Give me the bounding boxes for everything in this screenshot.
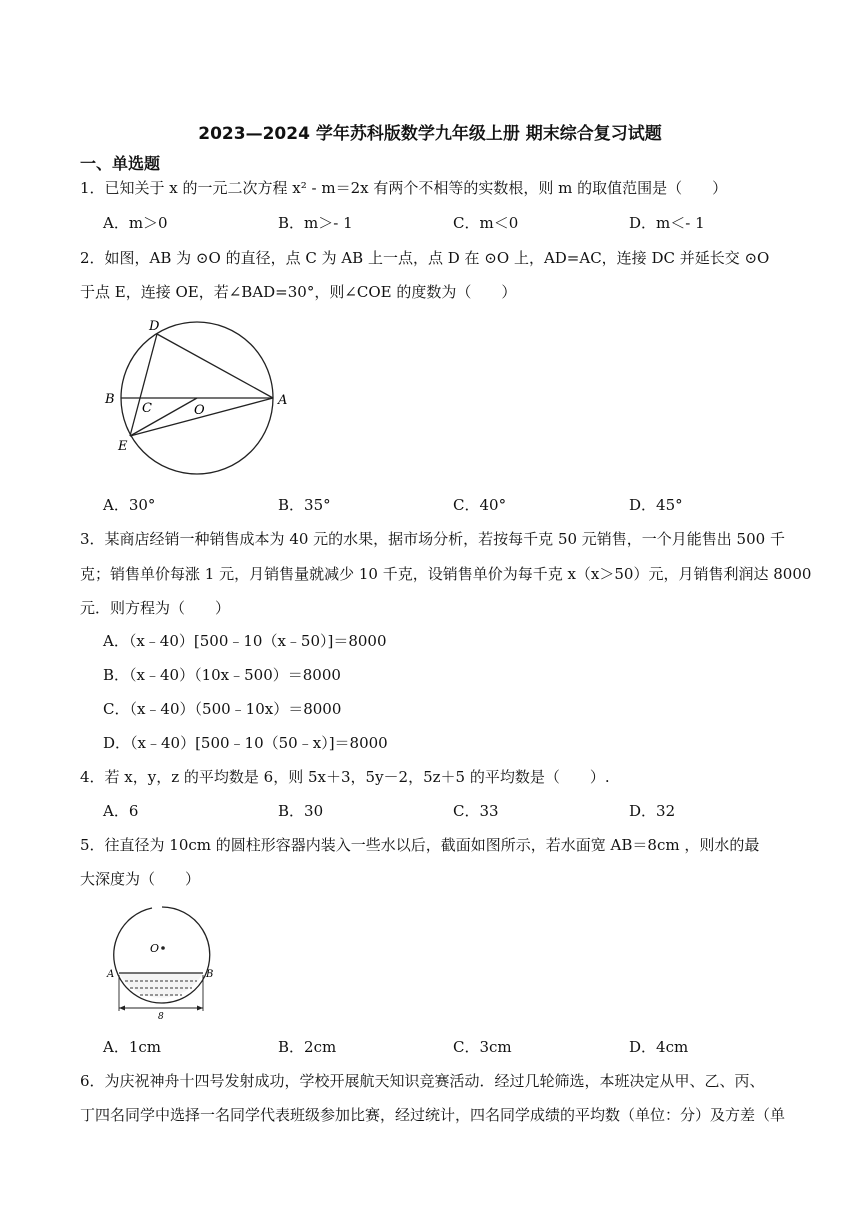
question-3-line-2: 克；销售单价每涨 1 元，月销售量就减少 10 千克，设销售单价为每千克 x（x＞50）元，月销售利润达 8000 [80,565,812,583]
q2-circle-figure [100,312,300,477]
q2-option-d[interactable]: D．45° [629,496,683,514]
question-2-line-2: 于点 E，连接 OE，若∠BAD=30°，则∠COE 的度数为（ ） [80,283,517,301]
question-6-line-2: 丁四名同学中选择一名同学代表班级参加比赛，经过统计，四名同学成绩的平均数（单位：分）及方差（单 [80,1106,786,1124]
q5-option-b[interactable]: B．2cm [278,1038,337,1056]
question-3-line-3: 元．则方程为（ ） [80,599,231,617]
label-a: A [107,969,115,980]
q5-option-c[interactable]: C．3cm [453,1038,512,1056]
question-6-line-1: 6．为庆祝神舟十四号发射成功，学校开展航天知识竞赛活动．经过几轮筛选，本班决定从甲、乙、丙、 [80,1072,765,1090]
q5-option-a[interactable]: A．1cm [103,1038,162,1056]
q4-option-a[interactable]: A．6 [103,802,139,820]
q2-option-b[interactable]: B．35° [278,496,331,514]
label-b: B [206,969,214,980]
question-5-line-1: 5．往直径为 10cm 的圆柱形容器内装入一些水以后，截面如图所示，若水面宽 AB＝8cm ，则水的最 [80,836,760,854]
q1-option-b[interactable]: B．m＞‐ 1 [278,214,353,232]
q5-option-d[interactable]: D．4cm [629,1038,689,1056]
q2-option-c[interactable]: C．40° [453,496,507,514]
segment-ad [157,334,273,398]
question-3-line-1: 3．某商店经销一种销售成本为 40 元的水果，据市场分析，若按每千克 50 元销售，一个月能售出 500 千 [80,530,785,548]
q5-cylinder-figure [100,900,220,1025]
q1-option-d[interactable]: D．m＜‐ 1 [629,214,705,232]
q2-option-a[interactable]: A．30° [103,496,156,514]
segment-de [130,334,157,436]
q4-option-d[interactable]: D．32 [629,802,676,820]
section-heading: 一、单选题 [80,154,161,173]
label-a: A [278,393,288,408]
question-5-line-2: 大深度为（ ） [80,870,201,888]
question-2-line-1: 2．如图，AB 为 ⊙O 的直径，点 C 为 AB 上一点，点 D 在 ⊙O 上，AD=AC，连接 DC 并延长交 ⊙O [80,249,770,267]
label-e: E [118,439,128,454]
label-o: O [194,403,205,418]
q3-option-a[interactable]: A．（x﹣40）[500﹣10（x﹣50）]＝8000 [103,632,387,650]
segment-eo [130,398,197,436]
q3-option-d[interactable]: D．（x﹣40）[500﹣10（50﹣x）]＝8000 [103,734,388,752]
q1-option-a[interactable]: A．m＞0 [103,214,168,232]
label-d: D [149,319,160,334]
label-b: B [105,392,115,407]
q4-option-b[interactable]: B．30 [278,802,324,820]
page-title: 2023—2024 学年苏科版数学九年级上册 期末综合复习试题 [198,124,662,144]
dim-label-8: 8 [158,1012,164,1022]
dim-arrow-right [197,1006,203,1011]
question-1-stem: 1．已知关于 x 的一元二次方程 x² ‐ m＝2x 有两个不相等的实数根，则 m 的取值范围是（ ） [80,179,728,197]
q1-option-c[interactable]: C．m＜0 [453,214,519,232]
label-o: O [150,942,160,955]
q3-option-b[interactable]: B．（x﹣40）（10x﹣500）＝8000 [103,666,341,684]
dim-arrow-left [119,1006,125,1011]
q3-option-c[interactable]: C．（x﹣40）（500﹣10x）＝8000 [103,700,342,718]
center-dot [161,946,165,950]
q4-option-c[interactable]: C．33 [453,802,499,820]
label-c: C [142,401,152,416]
question-4-stem: 4．若 x，y，z 的平均数是 6，则 5x＋3，5y－2，5z＋5 的平均数是（ ）. [80,768,610,786]
